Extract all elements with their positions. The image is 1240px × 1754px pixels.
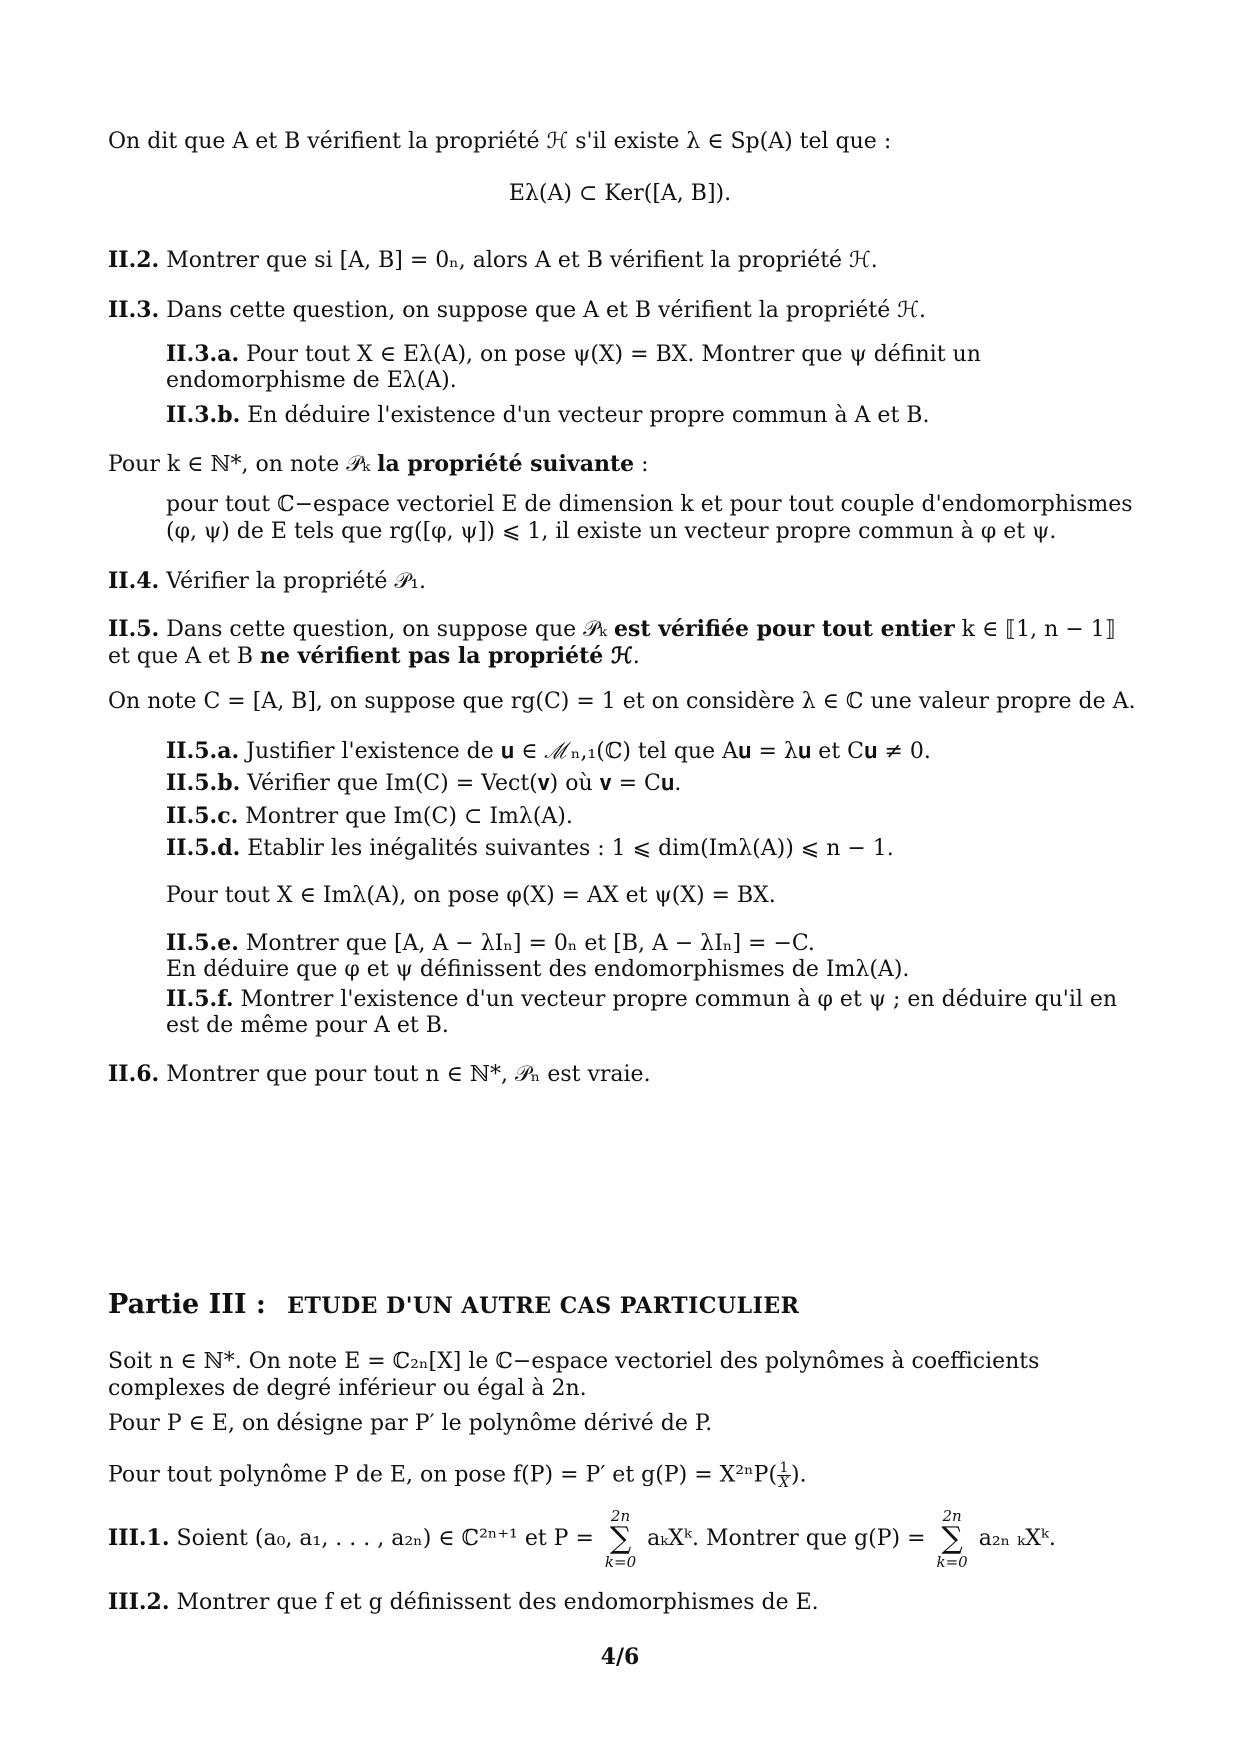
paren-close: )	[791, 1462, 800, 1488]
page-number: 4/6	[600, 1644, 640, 1670]
part3-intro-line3: Pour P ∈ E, on désigne par P′ le polynôme dérivé de P.	[108, 1411, 713, 1436]
note-phi-psi: Pour tout X ∈ Imλ(A), on pose φ(X) = AX et ψ(X) = BX.	[166, 883, 776, 908]
definition-Pk	[108, 450, 1120, 479]
summation	[605, 1508, 636, 1570]
question-II-5-e	[166, 929, 1120, 958]
question-text-b: aₖXᵏ. Montrer que g(P) =	[647, 1526, 926, 1551]
paren-open: (	[768, 1462, 778, 1488]
question-text: Justifier l'existence de 𝐮 ∈ ℳₙ,₁(ℂ) tel que A𝐮 = λ𝐮 et C𝐮 ≠ 0.	[246, 739, 931, 764]
sigma-icon: ∑	[941, 1521, 963, 1556]
question-II-5-b	[166, 769, 1120, 798]
question-II-3	[108, 296, 1120, 325]
part-heading	[108, 1288, 799, 1323]
question-text-c: k ∈ ⟦1, n − 1⟧	[961, 617, 1116, 642]
question-text: Montrer que f et g définissent des endomorphismes de E.	[176, 1590, 819, 1615]
question-number: II.3.	[108, 297, 160, 323]
question-II-3-a-cont: endomorphisme de Eλ(A).	[166, 368, 457, 393]
part3-definition	[108, 1461, 1120, 1490]
definition-body-line1: pour tout ℂ−espace vectoriel E de dimension k et pour tout couple d'endomorphismes	[166, 492, 1133, 517]
question-number: III.2.	[108, 1589, 170, 1615]
question-number: II.5.f.	[166, 986, 234, 1012]
question-II-5-f-cont: est de même pour A et B.	[166, 1013, 449, 1038]
definition-tail: :	[634, 452, 649, 477]
question-II-6	[108, 1060, 1120, 1089]
question-number: II.4.	[108, 568, 160, 594]
question-II-3-a	[166, 340, 1120, 369]
question-text: Montrer que Im(C) ⊂ Imλ(A).	[245, 804, 573, 829]
question-II-5-c	[166, 802, 1120, 831]
question-text: Montrer que si [A, B] = 0ₙ, alors A et B vérifient la propriété ℋ.	[166, 248, 878, 273]
part-title: Partie III :	[108, 1289, 266, 1320]
question-number: II.5.e.	[166, 930, 239, 956]
question-text: Etablir les inégalités suivantes : 1 ⩽ dim(Imλ(A)) ⩽ n − 1.	[247, 836, 894, 861]
question-II-5-f	[166, 985, 1120, 1014]
question-text-a: Soient (a₀, a₁, . . . , a₂ₙ) ∈ ℂ²ⁿ⁺¹ et P =	[176, 1526, 594, 1551]
question-II-5-d	[166, 834, 1120, 863]
question-text-c: .	[632, 644, 640, 669]
sum-lower: k=0	[604, 1553, 637, 1571]
definition-text: Pour tout polynôme P de E, on pose f(P) = P′ et g(P) = X²ⁿP	[108, 1462, 769, 1488]
question-text-line1: Pour tout X ∈ Eλ(A), on pose ψ(X) = BX. Montrer que ψ définit un	[246, 342, 981, 367]
definition-lead: Pour k ∈ ℕ*, on note 𝒫ₖ	[108, 452, 371, 477]
question-text: Vérifier la propriété 𝒫₁.	[166, 569, 427, 594]
question-II-5-a	[166, 737, 1120, 766]
question-text-bold: ne vérifient pas la propriété ℋ	[260, 643, 633, 669]
question-III-1	[108, 1498, 1120, 1578]
question-text: En déduire l'existence d'un vecteur propre commun à A et B.	[247, 403, 930, 428]
note-C: On note C = [A, B], on suppose que rg(C) = 1 et on considère λ ∈ ℂ une valeur propre de A.	[108, 689, 1136, 714]
fraction-numerator: 1	[777, 1461, 791, 1476]
part3-intro-line1: Soit n ∈ ℕ*. On note E = ℂ₂ₙ[X] le ℂ−espace vectoriel des polynômes à coefficients	[108, 1349, 1040, 1374]
sum-upper: 2n	[942, 1507, 962, 1525]
question-number: II.3.a.	[166, 341, 240, 367]
question-text-bold: est vérifiée pour tout entier	[614, 616, 955, 642]
question-text: Dans cette question, on suppose que A et B vérifient la propriété ℋ.	[166, 298, 926, 323]
question-text-a: et que A et B	[108, 644, 254, 669]
question-number: II.2.	[108, 247, 160, 273]
question-number: II.5.	[108, 616, 160, 642]
question-II-5-cont	[108, 642, 1120, 671]
question-text-c: a₂ₙ ₖXᵏ.	[978, 1526, 1056, 1551]
summation	[937, 1508, 968, 1570]
question-text: Montrer que pour tout n ∈ ℕ*, 𝒫ₙ est vraie.	[166, 1062, 651, 1087]
question-II-4	[108, 567, 1120, 596]
question-III-2	[108, 1588, 1120, 1617]
question-II-3-b	[166, 401, 1120, 430]
question-number: II.5.a.	[166, 738, 240, 764]
definition-body-line2: (φ, ψ) de E tels que rg([φ, ψ]) ⩽ 1, il existe un vecteur propre commun à φ et ψ.	[166, 519, 1057, 544]
question-number: II.5.b.	[166, 770, 241, 796]
sigma-icon: ∑	[609, 1521, 632, 1556]
sum-upper: 2n	[610, 1507, 631, 1525]
question-number: III.1.	[108, 1525, 170, 1551]
question-number: II.5.d.	[166, 835, 241, 861]
question-number: II.5.c.	[166, 803, 239, 829]
question-text: Vérifier que Im(C) = Vect(𝐯) où 𝐯 = C𝐮.	[247, 771, 682, 796]
sum-lower: k=0	[936, 1553, 968, 1571]
question-number: II.6.	[108, 1061, 160, 1087]
question-number: II.3.b.	[166, 402, 241, 428]
intro-sentence	[108, 128, 1120, 156]
definition-tail: .	[799, 1462, 807, 1488]
part-subtitle: ETUDE D'UN AUTRE CAS PARTICULIER	[287, 1293, 800, 1319]
definition-bold: la propriété suivante	[377, 451, 635, 477]
intro-formula: Eλ(A) ⊂ Ker([A, B]).	[508, 181, 732, 206]
intro-text: On dit que A et B vérifient la propriété ℋ s'il existe λ ∈ Sp(A) tel que :	[108, 129, 892, 154]
part3-intro-line2: complexes de degré inférieur ou égal à 2n.	[108, 1376, 587, 1401]
question-text-line1: Montrer l'existence d'un vecteur propre commun à φ et ψ ; en déduire qu'il en	[240, 987, 1118, 1012]
question-II-2	[108, 246, 1120, 275]
question-II-5	[108, 615, 1120, 644]
fraction	[777, 1461, 791, 1490]
question-text-a: Dans cette question, on suppose que 𝒫ₖ	[166, 617, 608, 642]
fraction-denominator: X	[779, 1475, 789, 1491]
question-text-line1: Montrer que [A, A − λIₙ] = 0ₙ et [B, A − λIₙ] = −C.	[245, 931, 815, 956]
question-II-5-e-cont: En déduire que φ et ψ définissent des endomorphismes de Imλ(A).	[166, 957, 910, 982]
